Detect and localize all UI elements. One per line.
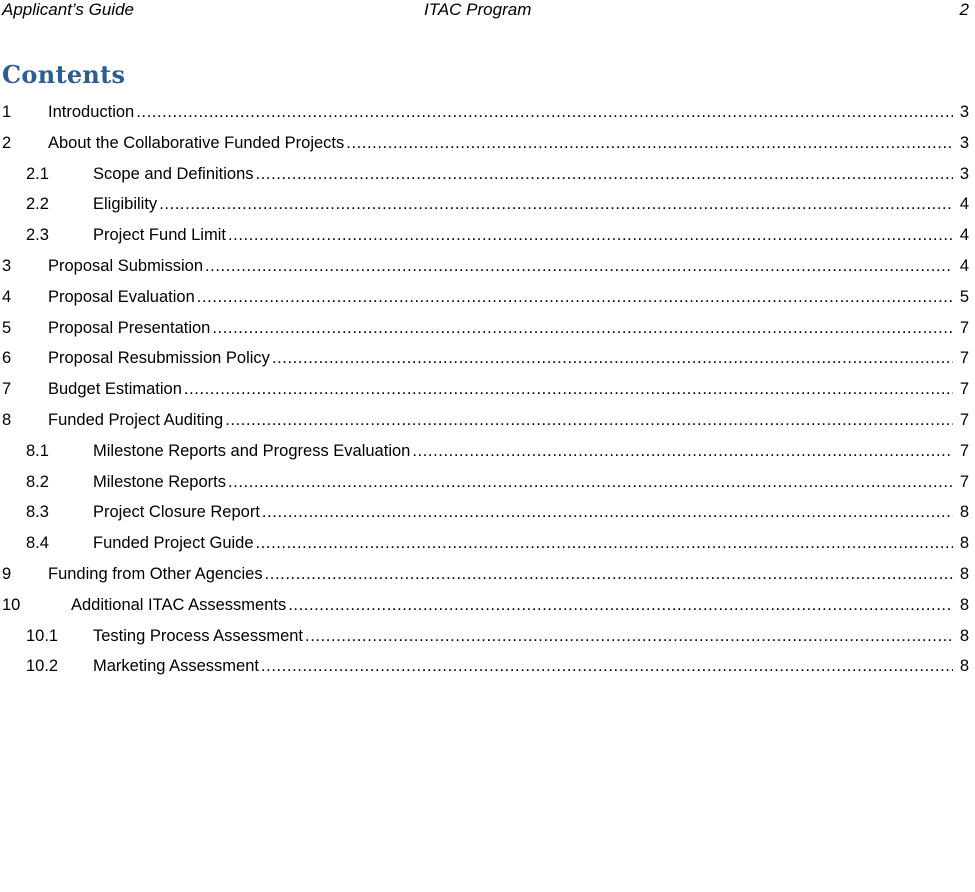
toc-entry-title[interactable]: Additional ITAC Assessments [71, 595, 287, 614]
toc-entry-title-wrap [93, 651, 953, 682]
toc-dot-leader [159, 189, 953, 220]
toc-dot-leader [265, 559, 953, 590]
toc-dot-leader [305, 621, 953, 652]
toc-entry-number: 10.1 [26, 626, 59, 645]
toc-entry[interactable] [0, 189, 975, 220]
toc-dot-leader [212, 313, 953, 344]
toc-entry-title[interactable]: About the Collaborative Funded Projects [48, 133, 345, 152]
toc-entry-title-wrap [48, 282, 953, 313]
header-guide-title: Applicant’s Guide [2, 0, 134, 19]
toc-entry-number: 1 [2, 103, 12, 121]
toc-dot-leader [256, 528, 953, 559]
toc-entry-page-number: 7 [959, 318, 969, 337]
toc-entry-page-number: 7 [959, 472, 969, 491]
toc-entry-page-number: 8 [959, 626, 969, 645]
toc-entry-title-wrap [48, 251, 953, 282]
toc-entry-page-number: 8 [959, 564, 969, 583]
toc-entry[interactable] [0, 590, 975, 621]
toc-entry-title[interactable]: Milestone Reports and Progress Evaluation [93, 441, 411, 460]
toc-dot-leader [262, 497, 953, 528]
toc-dot-leader [228, 467, 953, 498]
toc-entry-title[interactable]: Testing Process Assessment [93, 626, 304, 645]
toc-entry[interactable] [0, 282, 975, 313]
toc-entry-number: 9 [2, 564, 12, 583]
toc-entry-number: 2.2 [26, 195, 49, 214]
toc-dot-leader [184, 374, 953, 405]
toc-entry-title-wrap [93, 497, 953, 528]
toc-entry[interactable] [0, 436, 975, 467]
toc-entry-page-number: 8 [959, 503, 969, 522]
toc-entry-title[interactable]: Project Fund Limit [93, 226, 226, 245]
toc-entry-number: 8.3 [26, 503, 49, 522]
toc-entry-title-wrap [93, 159, 953, 190]
toc-entry-page-number: 7 [959, 441, 969, 460]
toc-entry-page-number: 3 [959, 164, 969, 183]
toc-entry-page-number: 7 [959, 380, 969, 399]
page-header [0, 0, 975, 24]
toc-entry-title[interactable]: Proposal Resubmission Policy [48, 349, 270, 368]
table-of-contents [0, 97, 975, 682]
toc-entry-page-number: 3 [959, 103, 969, 121]
toc-entry-title[interactable]: Budget Estimation [48, 380, 182, 399]
toc-entry-page-number: 5 [959, 287, 969, 306]
toc-entry-page-number: 4 [959, 256, 969, 275]
toc-dot-leader [256, 159, 953, 190]
toc-entry-number: 8.2 [26, 472, 49, 491]
toc-entry-title[interactable]: Milestone Reports [93, 472, 226, 491]
toc-entry-title[interactable]: Proposal Presentation [48, 318, 211, 337]
toc-entry-title[interactable]: Funded Project Auditing [48, 410, 224, 429]
toc-entry[interactable] [0, 651, 975, 682]
toc-entry-title-wrap [93, 220, 953, 251]
toc-dot-leader [412, 436, 953, 467]
toc-entry-number: 10 [2, 595, 21, 614]
toc-entry[interactable] [0, 467, 975, 498]
toc-entry-number: 2.3 [26, 226, 49, 245]
toc-entry-title[interactable]: Proposal Evaluation [48, 287, 195, 306]
toc-dot-leader [136, 97, 953, 128]
toc-entry-number: 2 [2, 133, 12, 152]
toc-entry-title-wrap [48, 374, 953, 405]
toc-dot-leader [261, 651, 953, 682]
toc-entry-number: 10.2 [26, 657, 59, 676]
toc-entry-title-wrap [93, 528, 953, 559]
toc-dot-leader [288, 590, 953, 621]
toc-entry[interactable] [0, 159, 975, 190]
toc-entry-page-number: 8 [959, 657, 969, 676]
toc-entry-title[interactable]: Proposal Submission [48, 256, 203, 275]
contents-heading: Contents [2, 60, 126, 89]
toc-entry-page-number: 7 [959, 349, 969, 368]
toc-entry-title-wrap [93, 467, 953, 498]
toc-entry-title[interactable]: Introduction [48, 103, 135, 121]
toc-entry[interactable] [0, 497, 975, 528]
toc-entry-title-wrap [93, 436, 953, 467]
toc-entry-title-wrap [71, 590, 953, 621]
toc-entry[interactable] [0, 313, 975, 344]
toc-entry-number: 5 [2, 318, 12, 337]
toc-entry-page-number: 3 [959, 133, 969, 152]
toc-entry[interactable] [0, 621, 975, 652]
header-program-name: ITAC Program [424, 0, 532, 19]
toc-entry[interactable] [0, 343, 975, 374]
toc-dot-leader [197, 282, 953, 313]
toc-dot-leader [228, 220, 953, 251]
toc-entry[interactable] [0, 97, 975, 128]
toc-entry[interactable] [0, 220, 975, 251]
toc-dot-leader [205, 251, 953, 282]
toc-entry-title-wrap [48, 405, 953, 436]
toc-entry-page-number: 4 [959, 226, 969, 245]
toc-entry-number: 8.4 [26, 534, 49, 553]
toc-entry[interactable] [0, 128, 975, 159]
toc-dot-leader [272, 343, 953, 374]
toc-entry-title[interactable]: Project Closure Report [93, 503, 260, 522]
toc-entry-number: 6 [2, 349, 12, 368]
toc-entry-title[interactable]: Funded Project Guide [93, 534, 254, 553]
toc-entry-title[interactable]: Eligibility [93, 195, 158, 214]
toc-entry-number: 2.1 [26, 164, 49, 183]
toc-entry-number: 7 [2, 380, 12, 399]
toc-entry-title-wrap [48, 97, 953, 128]
toc-entry-title[interactable]: Marketing Assessment [93, 657, 259, 676]
toc-entry-title-wrap [93, 189, 953, 220]
toc-entry-number: 3 [2, 256, 12, 275]
toc-entry-title-wrap [93, 621, 953, 652]
toc-entry-page-number: 8 [959, 595, 969, 614]
toc-entry[interactable] [0, 251, 975, 282]
toc-entry-page-number: 7 [959, 410, 969, 429]
toc-entry-title-wrap [48, 343, 953, 374]
toc-entry-number: 4 [2, 287, 12, 306]
toc-entry-title-wrap [48, 559, 953, 590]
header-page-number: 2 [959, 0, 969, 19]
toc-entry-number: 8.1 [26, 441, 49, 460]
toc-entry-title-wrap [48, 313, 953, 344]
toc-entry-title[interactable]: Scope and Definitions [93, 164, 254, 183]
toc-entry[interactable] [0, 528, 975, 559]
toc-entry-page-number: 8 [959, 534, 969, 553]
toc-dot-leader [346, 128, 953, 159]
toc-entry[interactable] [0, 374, 975, 405]
toc-entry-number: 8 [2, 410, 12, 429]
toc-entry-title[interactable]: Funding from Other Agencies [48, 564, 263, 583]
toc-entry-page-number: 4 [959, 195, 969, 214]
toc-entry-title-wrap [48, 128, 953, 159]
toc-entry[interactable] [0, 405, 975, 436]
toc-entry[interactable] [0, 559, 975, 590]
toc-dot-leader [225, 405, 953, 436]
